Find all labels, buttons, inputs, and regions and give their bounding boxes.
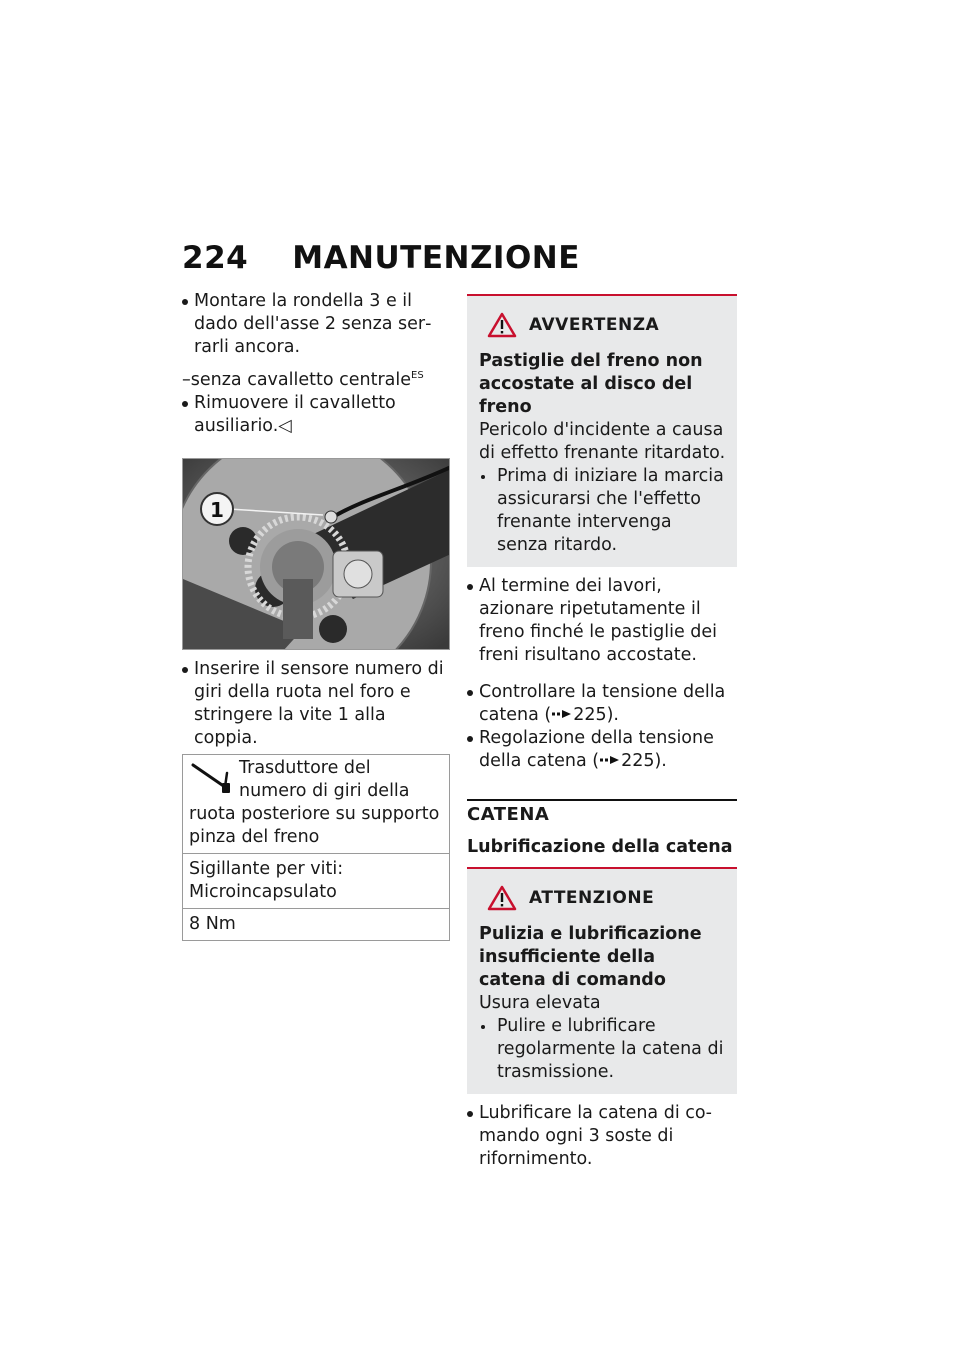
- caution-label: ATTENZIONE: [529, 887, 655, 908]
- condition-text: senza cavalletto centrale: [190, 370, 411, 390]
- check-chain-ref[interactable]: 225: [573, 705, 607, 725]
- ref-close: ).: [654, 751, 667, 771]
- page-reference-arrow-icon: [599, 753, 621, 767]
- ref-close: ).: [606, 705, 619, 725]
- instruction-lubricate-chain: Lubrificare la catena di comando ogni 3 soste di rifornimento.: [467, 1102, 737, 1171]
- instruction-insert-sensor: Inserire il sensore numero di giri della ruota nel foro e stringere la vite 1 alla coppia.: [182, 658, 450, 750]
- page-number: 224: [182, 240, 249, 276]
- spec-row-torque: 8 Nm: [183, 908, 449, 940]
- check-chain-text: Controllare la tensione della catena (: [479, 682, 726, 725]
- caution-subtitle: Pulizia e lubrificazione insufficiente della catena di comando: [479, 924, 702, 990]
- warning-bullet: Prima di iniziare la marcia assicurarsi che l'effetto frenante intervenga senza ritardo.: [479, 465, 727, 557]
- page-title: MANUTENZIONE: [292, 240, 580, 276]
- instruction-adjust-chain: [467, 727, 737, 773]
- section-divider: [467, 799, 737, 801]
- wheel-sensor-illustration: [183, 459, 450, 650]
- instruction-mount-washer: Montare la rondella 3 e il dado dell'asse 2 senza serrarli ancora.: [182, 290, 450, 359]
- torque-wrench-icon: [189, 757, 235, 797]
- page-reference-arrow-icon: [551, 707, 573, 721]
- wheel-sensor-photo: [182, 458, 450, 650]
- instruction-actuate-brake: Al termine dei lavori, azionare ripetutamente il freno finché le pastiglie dei freni risultano accostate.: [467, 575, 737, 667]
- caution-title: [487, 885, 727, 911]
- warning-text: Pericolo d'incidente a causa di effetto frenante ritardato.: [479, 420, 726, 463]
- condition-superscript: ES: [411, 370, 424, 382]
- section-title-chain: CATENA: [467, 804, 550, 825]
- warning-triangle-icon: [487, 885, 517, 911]
- spec-title: Trasduttore del numero di giri della ruota posteriore su supporto pinza del freno: [189, 758, 440, 847]
- page-header: [182, 240, 580, 276]
- instruction-remove-stand-text: Rimuovere il cavalletto ausiliario.: [194, 393, 396, 436]
- warning-subtitle: Pastiglie del freno non accostate al disco del freno: [479, 351, 703, 417]
- torque-spec-table: [182, 754, 450, 941]
- caution-bullet: Pulire e lubrificare regolarmente la catena di trasmissione.: [479, 1015, 727, 1084]
- condition-line: –senza cavalletto centrale$^{ES}$: [182, 370, 424, 390]
- warning-label: AVVERTENZA: [529, 314, 660, 335]
- adjust-chain-text: Regolazione della tensione della catena (: [479, 728, 714, 771]
- adjust-chain-ref[interactable]: 225: [621, 751, 655, 771]
- left-column: [182, 290, 450, 941]
- right-column: [467, 294, 737, 1171]
- end-mark-icon: ◁: [278, 416, 292, 436]
- photo-callout-1: 1: [210, 498, 224, 522]
- instruction-remove-stand: [182, 392, 450, 438]
- subsection-title-lubrication: Lubrificazione della catena: [467, 837, 733, 857]
- warning-triangle-icon: [487, 312, 517, 338]
- caution-box-chain: [467, 867, 737, 1094]
- warning-title: [487, 312, 727, 338]
- warning-box-brake-pads: [467, 294, 737, 567]
- spec-row-title: [183, 755, 449, 853]
- instruction-check-chain: [467, 681, 737, 727]
- spec-row-sealant: Sigillante per viti: Microincapsulato: [183, 853, 449, 908]
- caution-text: Usura elevata: [479, 993, 601, 1013]
